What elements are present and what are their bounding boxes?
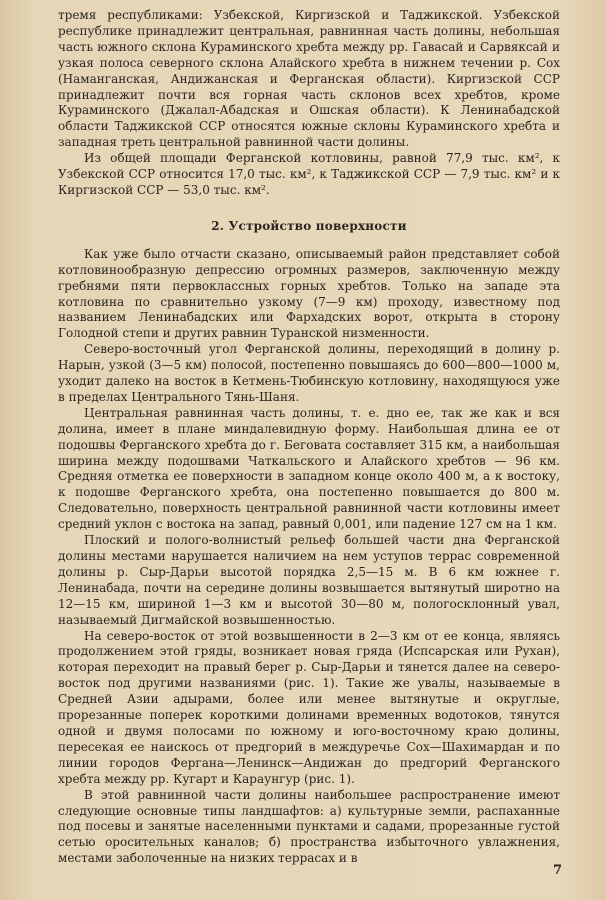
page-number: 7	[552, 863, 562, 878]
paragraph: Как уже было отчасти сказано, описываемый район представляет собой котловинообразную депрессию огромных размеров, заключенную между гребнями пяти первоклассных горных хребтов. Только на западе эта котловина по сравнительно узкому (7—9 км) проходу, известному под названием Ленинабадских или Фархадских ворот, открыта в сторону Голодной степи и других равнин Туранской низменности.	[58, 246, 560, 341]
page-content	[58, 8, 560, 867]
paragraph: Из общей площади Ферганской котловины, равной 77,9 тыс. км², к Узбекской ССР относится 17,0 тыс. км², к Таджикской ССР — 7,9 тыс. км² и к Киргизской ССР — 53,0 тыс. км².	[58, 151, 560, 197]
paragraph: На северо-восток от этой возвышенности в 2—3 км от ее конца, являясь продолжением этой гряды, возникает новая гряда (Испсарская или Рухан), которая переходит на правый берег р. Сыр-Дарьи и тянется далее на северо-восток под другими названиями (рис. 1). Такие же увалы, называемые в Средней Азии адырами, более или менее вытянутые и округлые, прорезанные поперек короткими долинами временных водотоков, тянутся одной и двумя полосами по южному и юго-восточному краю долины, пересекая ее наискось от предгорий в междуречье Сох—Шахимардан и по линии городов Фергана—Ленинск—Андижан до предгорий Ферганского хребта между рр. Кугарт и Караунгур (рис. 1).	[58, 628, 560, 786]
paragraph: Плоский и полого-волнистый рельеф большей части дна Ферганской долины местами нарушается наличием на нем уступов террас современной долины р. Сыр-Дарьи высотой порядка 2,5—15 м. В 6 км южнее г. Ленинабада, почти на середине долины возвышается вытянутый широтно на 12—15 км, шириной 1—3 км и высотой 30—80 м, пологосклонный увал, называемый Дигмайской возвышенностью.	[58, 533, 560, 627]
paragraph: В этой равнинной части долины наибольшее распространение имеют следующие основные типы ландшафтов: а) культурные земли, распаханные под посевы и занятые населенными пунктами и садами, прорезанные густой сетью оросительных каналов; б) пространства избыточного увлажнения, местами заболоченные на низких террасах и в	[58, 787, 560, 866]
section-title: 2. Устройство поверхности	[211, 218, 407, 233]
paragraph: Северо-восточный угол Ферганской долины, переходящий в долину р. Нарын, узкой (3—5 км) полосой, постепенно повышаясь до 600—800—1000 м, уходит далеко на восток в Кетмень-Тюбинскую котловину, находящуюся уже в пределах Центрального Тянь-Шаня.	[58, 342, 560, 404]
paragraph: тремя республиками: Узбекской, Киргизской и Таджикской. Узбекской республике принадлежит центральная, равнинная часть долины, небольшая часть южного склона Кураминского хребта между рр. Гавасай и Сарвяксай и узкая полоса северного склона Алайского хребта в нижнем течении р. Сох (Наманганская, Андижанская и Ферганская области). Киргизской ССР принадлежит почти вся горная часть склонов всех хребтов, кроме Кураминского (Джалал-Абадская и Ошская области). К Ленинабадской области Таджикской ССР относятся южные склоны Кураминского хребта и западная треть центральной равнинной части долины.	[58, 8, 560, 150]
paragraph: Центральная равнинная часть долины, т. е. дно ее, так же как и вся долина, имеет в плане миндалевидную форму. Наибольшая длина ее от подошвы Ферганского хребта до г. Беговата составляет 315 км, а наибольшая ширина между подошвами Чаткальского и Алайского хребтов — 96 км. Средняя отметка ее поверхности в западном конце около 400 м, а к востоку, к подошве Ферганского хребта, она постепенно повышается до 800 м. Следовательно, поверхность центральной равнинной части котловины имеет средний уклон с востока на запад, равный 0,001, или падение 127 см на 1 км.	[58, 405, 560, 532]
